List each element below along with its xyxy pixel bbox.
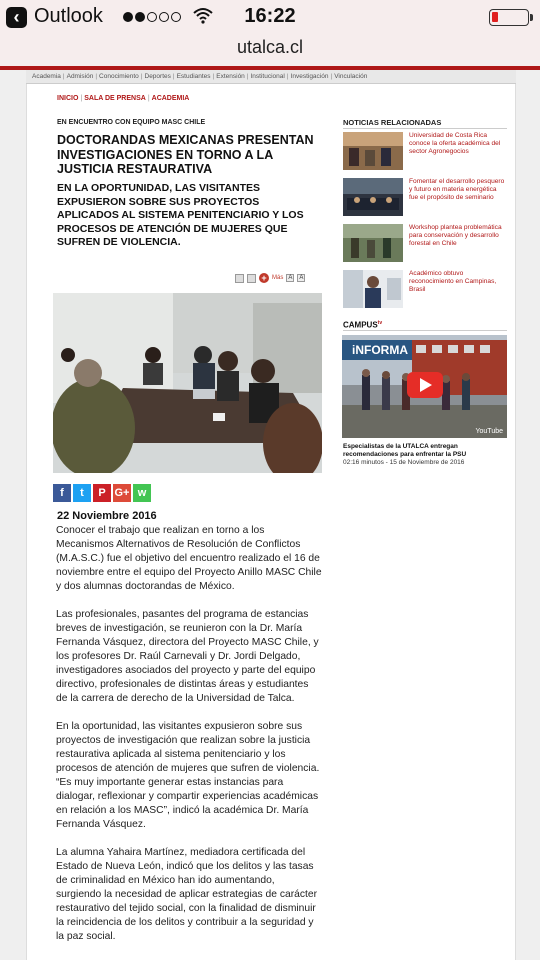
article-kicker: EN ENCUENTRO CON EQUIPO MASC CHILE (57, 119, 206, 126)
related-news-item[interactable] (343, 132, 507, 172)
whatsapp-share-icon[interactable]: w (133, 484, 151, 502)
back-app-label[interactable]: Outlook (34, 5, 103, 27)
font-increase-button[interactable]: A (299, 275, 304, 281)
article-tools (235, 273, 305, 283)
article-date: 22 Noviembre 2016 (57, 510, 157, 522)
breadcrumb (57, 95, 189, 102)
news-thumbnail[interactable] (343, 224, 403, 262)
nav-item[interactable]: Institucional (250, 73, 285, 80)
nav-separator: | (172, 73, 175, 80)
nav-item[interactable]: Investigación (290, 73, 329, 80)
googleplus-share-icon[interactable]: G+ (113, 484, 131, 502)
nav-separator: | (286, 73, 289, 80)
nav-item[interactable]: Extensión (216, 73, 245, 80)
nav-separator: | (212, 73, 215, 80)
campus-tv-title (343, 320, 382, 330)
article-paragraph: Conocer el trabajo que realizan en torno a los Mecanismos Alternativos de Resolución de Conflictos (M.A.S.C.) fue el objetivo del encuentro realizado el 16 de noviembre entre el equipo del Proyecto Anillo MASC Chile y dos alumnas doctorandas de México. (56, 525, 322, 592)
nav-item[interactable]: Deportes (144, 73, 171, 80)
related-news-link[interactable]: Universidad de Costa Rica conoce la oferta académica del sector Agronegocios (409, 132, 501, 156)
nav-separator: | (140, 73, 143, 80)
back-to-app-button[interactable]: ‹ (6, 7, 27, 28)
status-bar (0, 0, 540, 34)
nav-separator: | (330, 73, 333, 80)
font-decrease-button[interactable]: A (288, 275, 293, 281)
tv-label: tv (377, 320, 383, 326)
battery-icon (489, 9, 529, 26)
article-subtitle: EN LA OPORTUNIDAD, LAS VISITANTES EXPUSIERON SOBRE SUS PROYECTOS APLICADOS AL SISTEMA PENITENCIARIO Y LOS PROCESOS DE ATENCIÓN DE MUJERES QUE SUFREN DE VIOLENCIA. (57, 182, 304, 248)
video-meta: 02:16 minutos - 15 de Noviembre de 2016 (343, 459, 465, 466)
share-more-icon[interactable]: + (259, 273, 269, 283)
article-paragraph: La alumna Yahaira Martínez, mediadora certificada del Estado de Nueva León, indicó que los delitos y las tasas de criminalidad en México han ido aumentando, surgiendo la necesidad de aplicar estrategias de carácter restaurativo del tejido social, con la finalidad de disminuir la reincidencia de los delitos y contribuir a la seguridad y la paz social. (56, 847, 318, 942)
breadcrumb-link[interactable]: ACADEMIA (151, 95, 190, 102)
nav-item[interactable]: Conocimiento (99, 73, 139, 80)
breadcrumb-link[interactable]: INICIO (57, 95, 79, 102)
news-thumbnail[interactable] (343, 132, 403, 170)
share-buttons (53, 484, 151, 502)
video-caption[interactable]: Especialistas de la UTALCA entregan recomendaciones para enfrentar la PSU (343, 443, 467, 458)
video-player[interactable] (342, 335, 507, 438)
sidebar-divider (343, 128, 507, 129)
twitter-share-icon[interactable]: t (73, 484, 91, 502)
pinterest-share-icon[interactable]: P (93, 484, 111, 502)
youtube-logo[interactable]: YouTube (475, 428, 503, 435)
address-bar[interactable] (0, 34, 540, 66)
nav-separator: | (246, 73, 249, 80)
nav-separator: | (62, 73, 65, 80)
article-title: DOCTORANDAS MEXICANAS PRESENTAN INVESTIGACIONES EN TORNO A LA JUSTICIA RESTAURATIVA (57, 133, 314, 176)
nav-item[interactable]: Estudiantes (176, 73, 211, 80)
article-photo[interactable] (53, 293, 322, 473)
news-thumbnail[interactable] (343, 270, 403, 308)
news-thumbnail[interactable] (343, 178, 403, 216)
nav-separator: | (95, 73, 98, 80)
breadcrumb-link[interactable]: SALA DE PRENSA (84, 95, 146, 102)
article-paragraph: Las profesionales, pasantes del programa de estancias breves de investigación, se reunieron con la Dr. María Fernanda Vásquez, directora del Proyecto MASC Chile, y los profesores Dr. Raúl Carnevali y Dr. Jordi Delgado, investigadores asociados del proyecto y parte del equipo directivo, profesionales de distintas áreas y estudiantes de la carrera de derecho de la Universidad de Talca. (56, 609, 319, 704)
facebook-share-icon[interactable]: f (53, 484, 71, 502)
campus-label: CAMPUS (343, 320, 378, 330)
email-icon[interactable] (247, 274, 256, 283)
sidebar-divider (343, 330, 507, 331)
related-news-link[interactable]: Workshop plantea problemática para conservación y desarrollo forestal en Chile (409, 224, 502, 248)
related-news-link[interactable]: Académico obtuvo reconocimiento en Campinas, Brasil (409, 270, 497, 294)
breadcrumb-separator: | (80, 95, 83, 102)
top-navigation (26, 70, 516, 84)
article-body (56, 524, 322, 958)
nav-item[interactable]: Vinculación (334, 73, 368, 80)
content-area (26, 84, 516, 960)
related-news-link[interactable]: Fomentar el desarrollo pesquero y futuro en materia energética fue el propósito de seminario (409, 178, 505, 202)
share-more-label[interactable]: Más (272, 275, 284, 281)
related-news-item[interactable] (343, 224, 507, 264)
related-news-item[interactable] (343, 178, 507, 218)
video-overlay-title: iNFORMA (352, 343, 408, 357)
article-paragraph: En la oportunidad, las visitantes expusieron sobre sus proyectos de investigación que realizan sobre la justicia restaurativa aplicada al sistema penitenciario y los procesos de atención de mujeres que sufren de violencia. “Es muy importante generar estas instancias para dialogar, reflexionar y compartir experiencias académicas en relación a los MASC”, indicó la académica Dr. María Fernanda Vásquez. (56, 721, 320, 830)
url-text[interactable]: utalca.cl (236, 37, 304, 57)
nav-item[interactable]: Admisión (66, 73, 94, 80)
related-news-title: NOTICIAS RELACIONADAS (343, 118, 442, 127)
print-icon[interactable] (235, 274, 244, 283)
breadcrumb-separator: | (147, 95, 150, 102)
nav-item[interactable]: Academia (32, 73, 61, 80)
clock: 16:22 (244, 5, 296, 27)
related-news-item[interactable] (343, 270, 507, 310)
